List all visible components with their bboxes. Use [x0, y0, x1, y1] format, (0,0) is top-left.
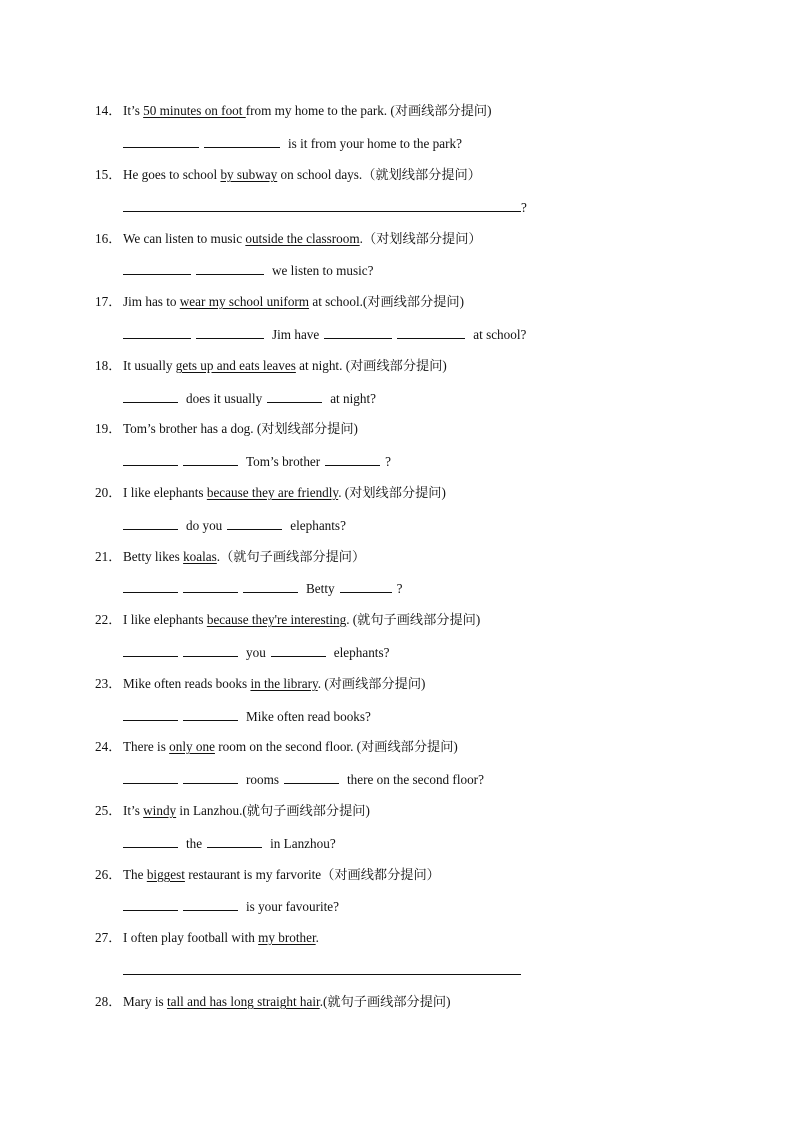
question-number: 17． [95, 294, 122, 309]
question-text: It usually [123, 358, 176, 373]
question-text: He goes to school [123, 167, 221, 182]
question-text: The [123, 867, 147, 882]
question-21 [95, 549, 365, 565]
answer-blank[interactable] [204, 135, 280, 148]
underlined-part: in the library [250, 676, 318, 691]
answer-text: rooms [246, 772, 279, 787]
question-instruction: . (对划线部分提问) [338, 485, 446, 500]
answer-text: elephants? [333, 645, 390, 660]
underlined-part: 50 minutes on foot [143, 103, 246, 118]
question-text: Mary is [123, 994, 167, 1009]
answer-blank[interactable] [325, 453, 380, 466]
question-number: 28． [95, 994, 122, 1009]
answer-blank[interactable] [183, 580, 238, 593]
question-number: 20． [95, 485, 122, 500]
answer-text: do you [186, 518, 223, 533]
answer-blank[interactable] [183, 771, 238, 784]
question-text: It’s [123, 103, 144, 118]
question-14 [95, 103, 492, 119]
question-22 [95, 612, 480, 628]
question-text: Mike often reads books [123, 676, 251, 691]
answer-blank[interactable] [123, 898, 178, 911]
answer-blank[interactable] [123, 262, 191, 275]
answer-text: Jim have [272, 327, 320, 342]
question-number: 14． [95, 103, 122, 118]
answer-text: ? [385, 454, 392, 469]
question-28 [95, 994, 450, 1010]
question-20 [95, 485, 446, 501]
answer-blank[interactable] [271, 644, 326, 657]
question-instruction: on school days.（就划线部分提问） [277, 167, 481, 182]
answer-line-18 [123, 390, 381, 407]
question-number: 18． [95, 358, 122, 373]
underlined-part: wear my school uniform [179, 294, 310, 309]
question-instruction: at night. (对画线部分提问) [295, 358, 447, 373]
answer-blank[interactable] [123, 644, 178, 657]
answer-text: is it from your home to the park? [288, 136, 462, 151]
question-number: 25． [95, 803, 122, 818]
answer-text: at night? [330, 391, 376, 406]
question-19 [95, 421, 358, 437]
question-23 [95, 676, 425, 692]
underlined-part: tall and has long straight hair [166, 994, 320, 1009]
answer-text: there on the second floor? [346, 772, 484, 787]
question-number: 26． [95, 867, 122, 882]
question-number: 23． [95, 676, 122, 691]
question-text: Jim has to [123, 294, 180, 309]
answer-line-26 [123, 898, 344, 915]
question-instruction: .(就句子画线部分提问) [319, 994, 451, 1009]
answer-blank[interactable] [123, 453, 178, 466]
answer-text: the [186, 836, 203, 851]
answer-blank[interactable] [243, 580, 298, 593]
question-instruction: . (就句子画线部分提问) [346, 612, 481, 627]
underlined-part: only one [169, 739, 215, 754]
question-number: 19． [95, 421, 122, 436]
question-number: 21． [95, 549, 122, 564]
question-number: 27． [95, 930, 122, 945]
question-25 [95, 803, 370, 819]
answer-text: we listen to music? [272, 263, 374, 278]
answer-line-27 [123, 962, 521, 979]
answer-blank[interactable] [183, 453, 238, 466]
underlined-part: gets up and eats leaves [175, 358, 296, 373]
answer-blank[interactable] [397, 326, 465, 339]
answer-blank[interactable] [183, 708, 238, 721]
answer-blank[interactable] [123, 835, 178, 848]
question-instruction: restaurant is my farvorite（对画线都分提问） [184, 867, 440, 882]
question-27 [95, 930, 319, 946]
underlined-part: koalas [183, 549, 217, 564]
question-24 [95, 739, 458, 755]
question-number: 22． [95, 612, 122, 627]
answer-line-24 [123, 771, 489, 788]
question-text: There is [123, 739, 170, 754]
answer-line-20 [123, 517, 351, 534]
question-15 [95, 167, 481, 183]
underlined-part: windy [143, 803, 177, 818]
answer-blank[interactable] [123, 517, 178, 530]
underlined-part: outside the classroom [245, 231, 360, 246]
answer-blank[interactable] [340, 580, 392, 593]
answer-full-line[interactable] [123, 199, 521, 212]
underlined-part: biggest [146, 867, 185, 882]
answer-text: elephants? [290, 518, 346, 533]
underlined-part: by subway [220, 167, 278, 182]
answer-text: you [246, 645, 266, 660]
question-text: Tom’s brother has a dog. (对划线部分提问) [123, 421, 358, 436]
question-text: We can listen to music [123, 231, 246, 246]
answer-blank[interactable] [196, 262, 264, 275]
question-18 [95, 358, 447, 374]
answer-text: ? [521, 200, 527, 215]
answer-blank[interactable] [267, 390, 322, 403]
answer-blank[interactable] [123, 771, 178, 784]
question-number: 15． [95, 167, 122, 182]
answer-full-line[interactable] [123, 962, 521, 975]
underlined-part: because they're interesting [206, 612, 347, 627]
answer-line-15 [123, 199, 527, 216]
answer-blank[interactable] [207, 835, 262, 848]
answer-blank[interactable] [123, 135, 199, 148]
question-instruction: . (对画线部分提问) [317, 676, 426, 691]
answer-text: at school? [473, 327, 527, 342]
answer-blank[interactable] [123, 326, 191, 339]
underlined-part: because they are friendly [206, 485, 339, 500]
question-text: I like elephants [123, 485, 207, 500]
question-17 [95, 294, 464, 310]
question-number: 24． [95, 739, 122, 754]
answer-blank[interactable] [123, 580, 178, 593]
underlined-part: my brother [258, 930, 316, 945]
answer-text: Mike often read books? [246, 709, 371, 724]
answer-line-22 [123, 644, 394, 661]
question-instruction: in Lanzhou.(就句子画线部分提问) [176, 803, 370, 818]
answer-text: Betty [306, 581, 335, 596]
question-number: 16． [95, 231, 122, 246]
question-text: Betty likes [123, 549, 184, 564]
answer-blank[interactable] [183, 644, 238, 657]
answer-blank[interactable] [123, 390, 178, 403]
answer-blank[interactable] [284, 771, 339, 784]
answer-blank[interactable] [183, 898, 238, 911]
answer-text: Tom’s brother [246, 454, 321, 469]
answer-blank[interactable] [123, 708, 178, 721]
answer-blank[interactable] [227, 517, 282, 530]
question-text: I like elephants [123, 612, 207, 627]
answer-line-21 [123, 580, 402, 597]
answer-line-17 [123, 326, 531, 343]
answer-line-16 [123, 262, 378, 279]
answer-line-14 [123, 135, 467, 152]
question-text: I often play football with [123, 930, 259, 945]
question-instruction: room on the second floor. (对画线部分提问) [214, 739, 458, 754]
question-instruction: from my home to the park. (对画线部分提问) [245, 103, 492, 118]
answer-text: is your favourite? [246, 899, 340, 914]
question-instruction: . [315, 930, 319, 945]
question-26 [95, 867, 440, 883]
question-text: It’s [123, 803, 144, 818]
question-instruction: at school.(对画线部分提问) [309, 294, 464, 309]
answer-line-23 [123, 708, 376, 725]
answer-text: in Lanzhou? [270, 836, 336, 851]
question-instruction: .（就句子画线部分提问） [216, 549, 366, 564]
answer-line-19 [123, 453, 391, 470]
answer-blank[interactable] [196, 326, 264, 339]
answer-text: does it usually [186, 391, 263, 406]
question-instruction: .（对划线部分提问） [359, 231, 482, 246]
question-16 [95, 231, 482, 247]
answer-blank[interactable] [324, 326, 392, 339]
answer-text: ? [396, 581, 403, 596]
answer-line-25 [123, 835, 341, 852]
